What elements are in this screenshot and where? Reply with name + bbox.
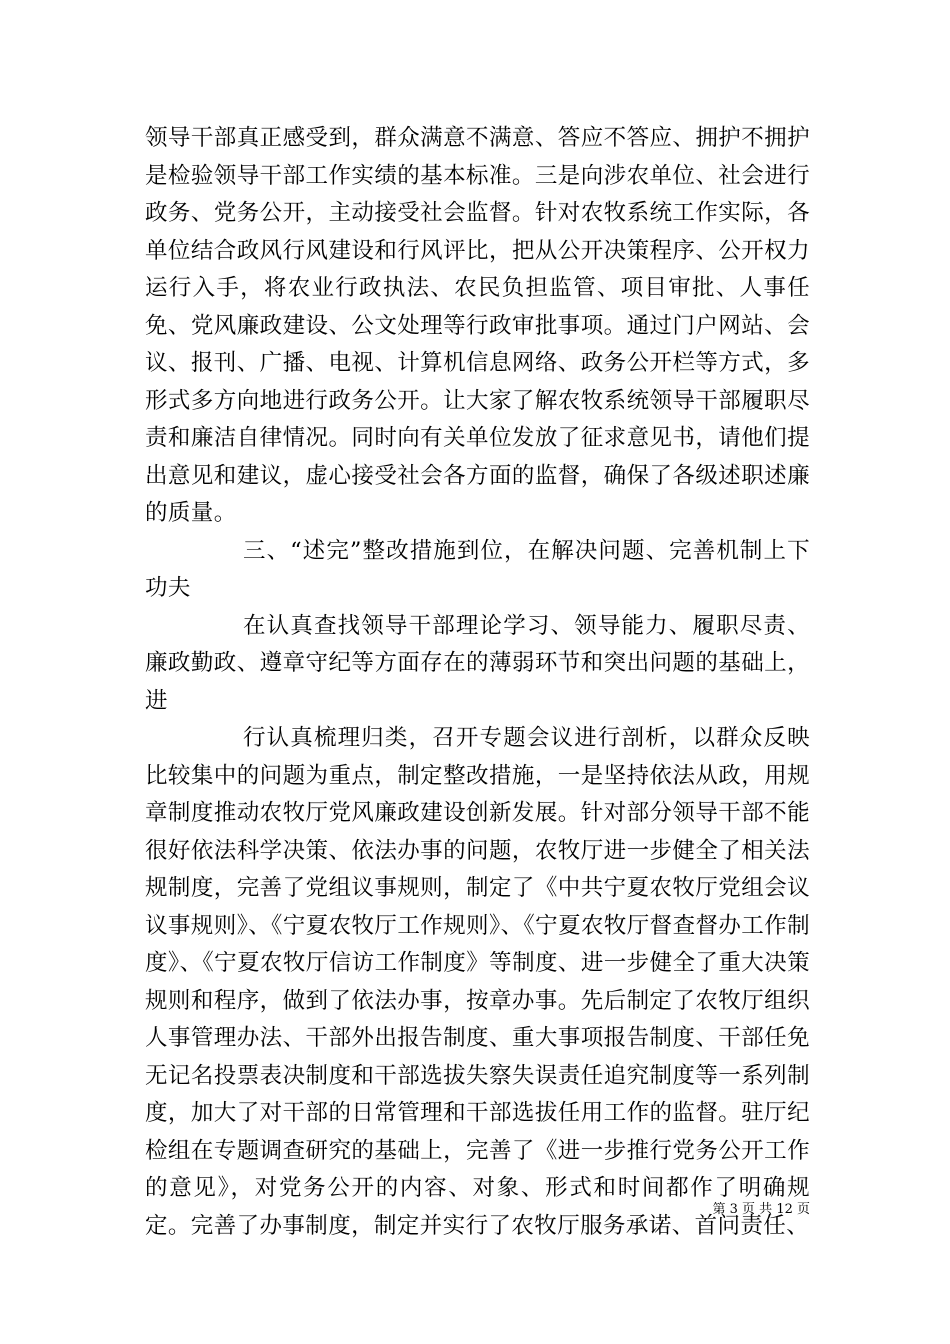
paragraph: 在认真查找领导干部理论学习、领导能力、履职尽责、廉政勤政、遵章守纪等方面存在的薄弱环节和突出问题的基础上，进	[145, 612, 810, 714]
paragraph: 行认真梳理归类，召开专题会议进行剖析，以群众反映比较集中的问题为重点，制定整改措施，一是坚持依法从政，用规章制度推动农牧厅党风廉政建设创新发展。针对部分领导干部不能很好依法科学决策、依法办事的问题，农牧厅进一步健全了相关法规制度，完善了党组议事规则，制定了《中共宁夏农牧厅党组会议议事规则》、《宁夏农牧厅工作规则》、《宁夏农牧厅督查督办工作制度》、《宁夏农牧厅信访工作制度》等制度、进一步健全了重大决策规则和程序，做到了依法办事，按章办事。先后制定了农牧厅组织人事管理办法、干部外出报告制度、重大事项报告制度、干部任免无记名投票表决制度和干部选拔失察失误责任追究制度等一系列制度，加大了对干部的日常管理和干部选拔任用工作的监督。驻厅纪检组在专题调查研究的基础上，完善了《进一步推行党务公开工作的意见》，对党务公开的内容、对象、形式和时间都作了明确规定。完善了办事制度，制定并实行了农牧厅服务承诺、首问责任、	[145, 725, 810, 1239]
paragraph-continued: 领导干部真正感受到，群众满意不满意、答应不答应、拥护不拥护是检验领导干部工作实绩的基本标准。三是向涉农单位、社会进行政务、党务公开，主动接受社会监督。针对农牧系统工作实际，各单位结合政风行风建设和行风评比，把从公开决策程序、公开权力运行入手，将农业行政执法、农民负担监管、项目审批、人事任免、党风廉政建设、公文处理等行政审批事项。通过门户网站、会议、报刊、广播、电视、计算机信息网络、政务公开栏等方式，多形式多方向地进行政务公开。让大家了解农牧系统领导干部履职尽责和廉洁自律情况。同时向有关单位发放了征求意见书，请他们提出意见和建议，虚心接受社会各方面的监督，确保了各级述职述廉的质量。	[145, 125, 810, 526]
document-body	[145, 120, 810, 1245]
section-heading: 三、“述完”整改措施到位，在解决问题、完善机制上下功夫	[145, 537, 810, 601]
page-number: 第 3 页 共 12 页	[712, 1202, 810, 1217]
